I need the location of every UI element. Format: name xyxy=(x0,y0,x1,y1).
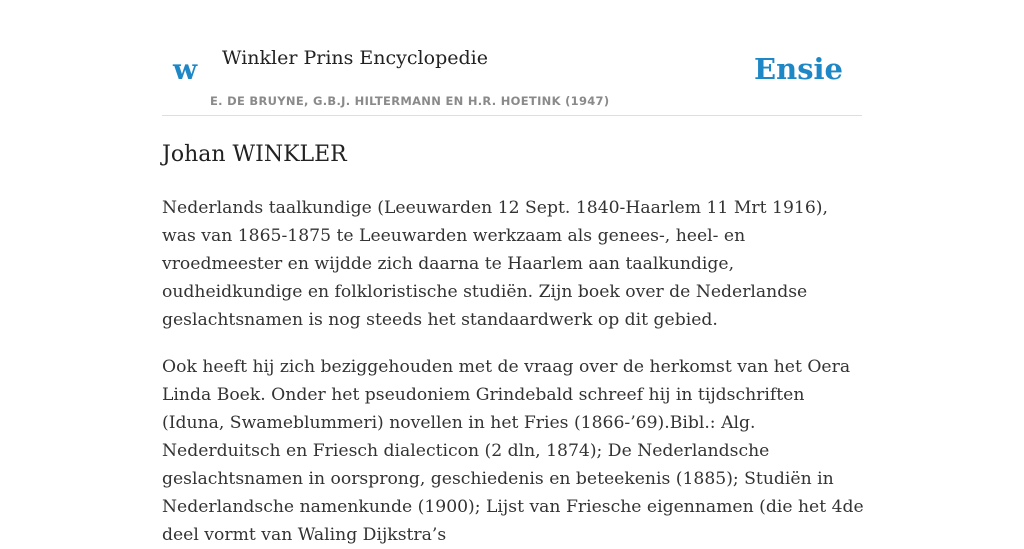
authors-line: E. DE BRUYNE, G.B.J. HILTERMANN EN H.R. HOETINK (1947) xyxy=(210,94,610,108)
article-paragraph: Nederlands taalkundige (Leeuwarden 12 Sept. 1840-Haarlem 11 Mrt 1916), was van 1865-1875 te Leeuwarden werkzaam als genees-, heel- en vroedmeester en wijdde zich daarna te Haarlem aan taalkundige, oudheidkundige en folkloristische studiën. Zijn boek over de Nederlandse geslachtsnamen is nog steeds het standaardwerk op dit gebied. xyxy=(162,198,828,330)
brand-logo-link[interactable]: Ensie xyxy=(754,52,843,86)
article-title: Johan WINKLER xyxy=(162,142,347,167)
site-header xyxy=(162,0,862,116)
site-title[interactable]: Winkler Prins Encyclopedie xyxy=(222,47,488,69)
site-logo-icon[interactable]: w xyxy=(173,53,198,86)
article-paragraph: Ook heeft hij zich beziggehouden met de vraag over de herkomst van het Oera Linda Boek. Onder het pseudoniem Grindebald schreef hij in tijdschriften (Iduna, Swameblummeri) novellen in het Fries (1866-’69).Bibl.: Alg. Nederduitsch en Friesch dialecticon (2 dln, 1874); De Nederlandsche geslachtsnamen in oorsprong, geschiedenis en beteekenis (1885); Studiën in Nederlandsche namenkunde (1900); Lijst van Friesche eigennamen (die het 4de deel vormt van Waling Dijkstra’s xyxy=(162,357,864,545)
article xyxy=(162,136,864,549)
